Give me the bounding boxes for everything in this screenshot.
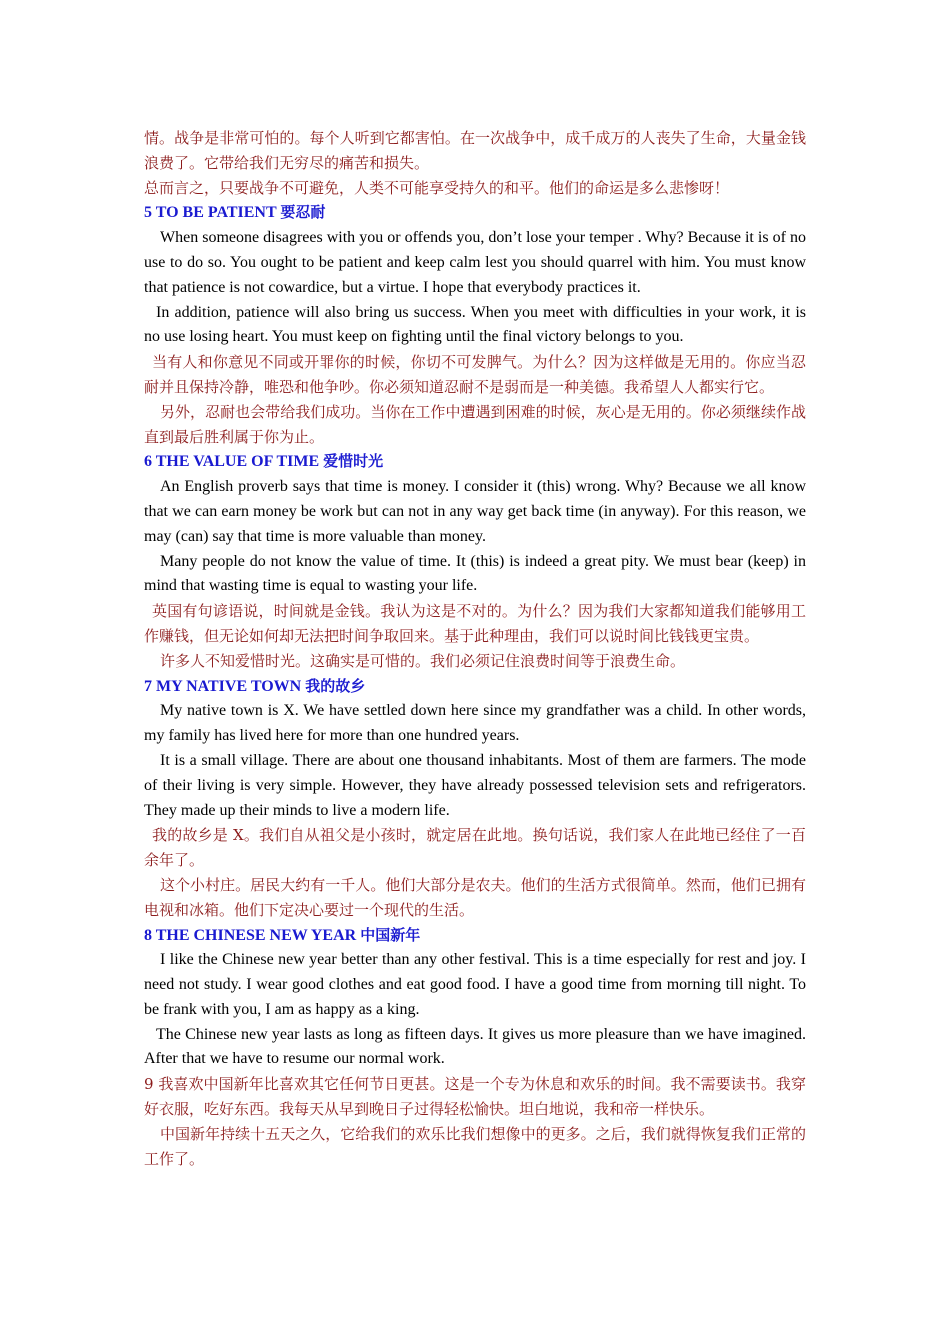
document-page xyxy=(144,126,806,1171)
section-6-english-p1: An English proverb says that time is money. I consider it (this) wrong. Why? Because we all know that we can earn money be work but can not in any way get back time (in anyway). For this reason, we may (can) say that time is more valuable than money. xyxy=(144,478,806,545)
section-7-title-cn: 我的故乡 xyxy=(305,676,366,695)
section-8-chinese-p2: 中国新年持续十五天之久，它给我们的欢乐比我们想像中的更多。之后，我们就得恢复我们正常的工作了。 xyxy=(144,1124,806,1168)
section-6-heading xyxy=(144,449,806,475)
section-7-english-p1: My native town is X. We have settled down here since my grandfather was a child. In other words, my family has lived here for more than one hundred years. xyxy=(144,702,806,745)
section-7-chinese-p2: 这个小村庄。居民大约有一千人。他们大部分是农夫。他们的生活方式很简单。然而，他们已拥有电视和冰箱。他们下定决心要过一个现代的生活。 xyxy=(144,875,806,919)
section-8-english-p1: I like the Chinese new year better than any other festival. This is a time especially for rest and joy. I need not study. I wear good clothes and eat good food. I have a good time from morning till night. To be frank with you, I am as happy as a king. xyxy=(144,951,806,1018)
section-7-title-en: 7 MY NATIVE TOWN xyxy=(144,677,306,695)
war-essay-chinese-conclusion: 总而言之，只要战争不可避免，人类不可能享受持久的和平。他们的命运是多么悲惨呀！ xyxy=(144,178,730,197)
section-8-english-p2: The Chinese new year lasts as long as fifteen days. It gives us more pleasure than we have imagined. After that we have to resume our normal work. xyxy=(144,1025,806,1068)
section-7-english-p2: It is a small village. There are about one thousand inhabitants. Most of them are farmers. The mode of their living is very simple. However, they have already possessed television sets and refrigerators. They made up their minds to live a modern life. xyxy=(144,751,806,819)
section-6-chinese-p1: 英国有句谚语说，时间就是金钱。我认为这是不对的。为什么？因为我们大家都知道我们能够用工作赚钱，但无论如何却无法把时间争取回来。基于此种理由，我们可以说时间比钱钱更宝贵。 xyxy=(144,602,806,645)
section-7-chinese-p1: 我的故乡是 X。我们自从祖父是小孩时，就定居在此地。换句话说，我们家人在此地已经住了一百余年了。 xyxy=(144,826,806,870)
section-5-english-p1: When someone disagrees with you or offends you, don’t lose your temper . Why? Because it is of no use to do so. You ought to be patient and keep calm lest you should quarrel with him. You must know that patience is not cowardice, but a virtue. I hope that everybody practices it. xyxy=(144,229,806,296)
section-8-title-en: 8 THE CHINESE NEW YEAR xyxy=(144,926,361,944)
war-essay-chinese-continuation: 情。战争是非常可怕的。每个人听到它都害怕。在一次战争中，成千成万的人丧失了生命，大量金钱浪费了。它带给我们无穷尽的痛苦和损失。 xyxy=(144,129,806,172)
section-5-english-p2: In addition, patience will also bring us success. When you meet with difficulties in your work, it is no use losing heart. You must keep on fighting until the final victory belongs to you. xyxy=(144,303,806,346)
section-5-chinese-p1: 当有人和你意见不同或开罪你的时候，你切不可发脾气。为什么？因为这样做是无用的。你应当忍耐并且保持冷静，唯恐和他争吵。你必须知道忍耐不是弱而是一种美德。我希望人人都实行它。 xyxy=(144,353,806,396)
section-6-chinese-p2: 许多人不知爱惜时光。这确实是可惜的。我们必须记住浪费时间等于浪费生命。 xyxy=(160,651,686,670)
section-8-title-cn: 中国新年 xyxy=(360,925,421,944)
section-6-english-p2: Many people do not know the value of time. It (this) is indeed a great pity. We must bear (keep) in mind that wasting time is equal to wasting your life. xyxy=(144,552,806,595)
section-6-title-cn: 爱惜时光 xyxy=(323,452,384,471)
section-7-heading xyxy=(144,674,806,700)
section-8-chinese-p1: 9 我喜欢中国新年比喜欢其它任何节日更甚。这是一个专为休息和欢乐的时间。我不需要读书。我穿好衣服，吃好东西。我每天从早到晚日子过得轻松愉快。坦白地说，我和帝一样快乐。 xyxy=(144,1075,806,1119)
section-5-title-cn: 要忍耐 xyxy=(280,203,326,222)
section-5-heading xyxy=(144,200,806,226)
section-5-title-en: 5 TO BE PATIENT xyxy=(144,204,281,222)
section-6-title-en: 6 THE VALUE OF TIME xyxy=(144,453,324,471)
section-5-chinese-p2: 另外，忍耐也会带给我们成功。当你在工作中遭遇到困难的时候，灰心是无用的。你必须继续作战直到最后胜利属于你为止。 xyxy=(144,402,806,446)
section-8-heading xyxy=(144,923,806,949)
